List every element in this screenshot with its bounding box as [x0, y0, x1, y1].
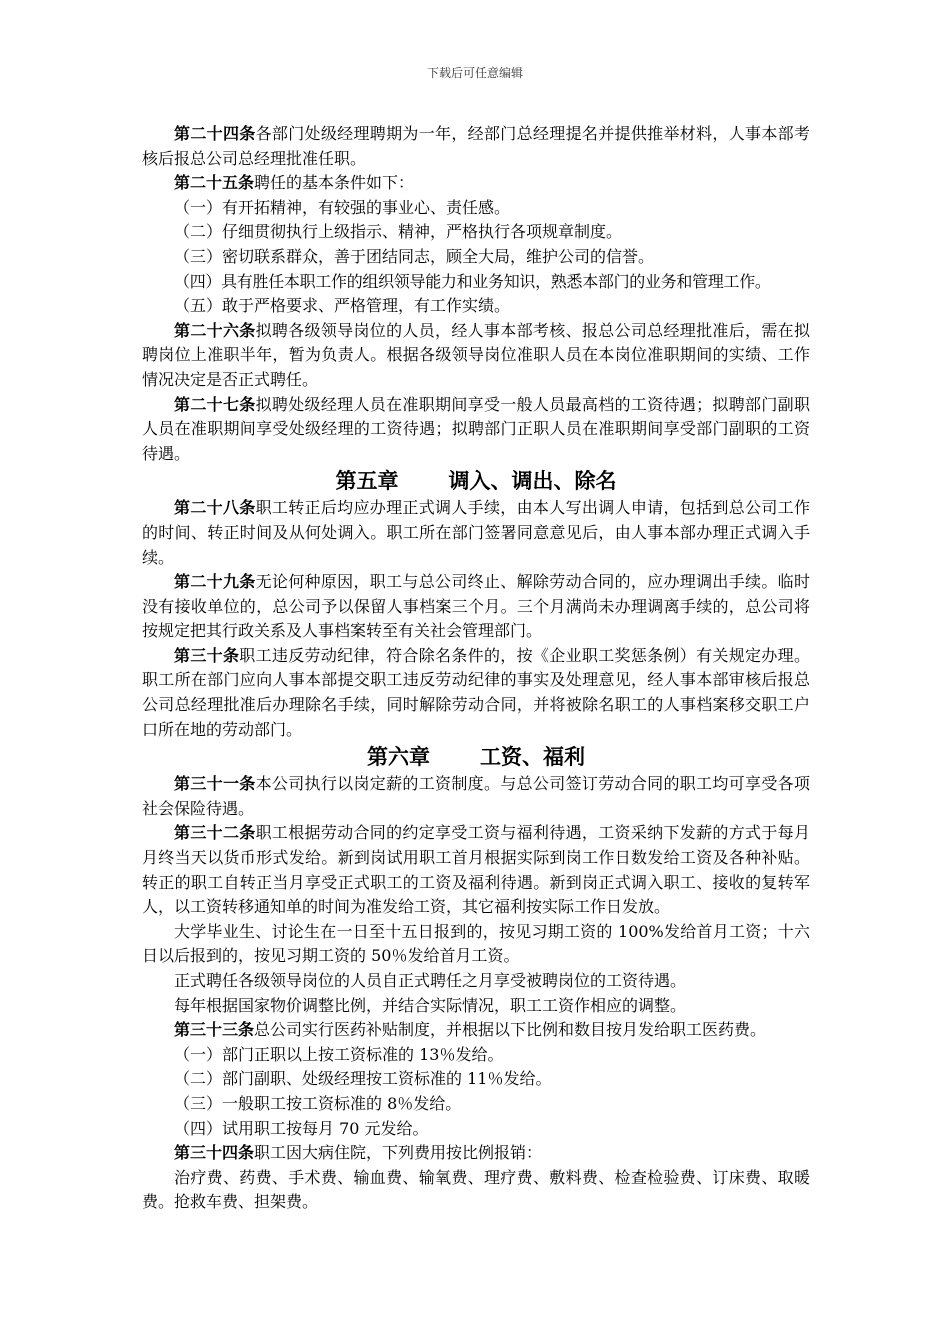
paragraph: 正式聘任各级领导岗位的人员自正式聘任之月享受被聘岗位的工资待遇。	[174, 971, 687, 990]
article-text: 总公司实行医药补贴制度，并根据以下比例和数目按月发给职工医药费。	[254, 1020, 767, 1040]
article-number: 第三十四条	[174, 1143, 255, 1163]
chapter-heading	[142, 466, 810, 496]
chapter-title: 工资、福利	[480, 744, 585, 770]
article-text: 职工转正后均应办理正式调人手续，由本人写出调人申请，包括到总公司工作的时间、转正时间及从何处调入。职工所在部门签署同意意见后，由人事本部办理正式调入手续。	[142, 498, 810, 567]
article-25	[142, 171, 810, 196]
list-item: （三）一般职工按工资标准的 8％发给。	[174, 1093, 462, 1113]
article-number: 第二十八条	[174, 498, 256, 518]
list-item: （二）仔细贯彻执行上级指示、精神，严格执行各项规章制度。	[174, 222, 623, 242]
article-number: 第三十二条	[174, 823, 256, 843]
list-item: （一）部门正职以上按工资标准的 13％发给。	[174, 1044, 504, 1064]
article-text: 无论何种原因，职工与总公司终止、解除劳动合同的，应办理调出手续。临时没有接收单位的，总公司予以保留人事档案三个月。三个月满尚未办理调离手续的，总公司将按规定把其行政关系及人事档案转至有关社会管理部门。	[142, 572, 810, 641]
chapter-heading	[142, 742, 810, 772]
article-number: 第二十七条	[174, 394, 256, 414]
article-text: 职工根据劳动合同的约定享受工资与福利待遇，工资采纳下发薪的方式于每月月终当天以货币形式发给。新到岗试用职工首月根据实际到岗工作日数发给工资及各种补贴。转正的职工自转正当月享受正式职工的工资及福利待遇。新到岗正式调入职工、接收的复转军人，以工资转移通知单的时间为准发给工资，其它福利按实际工作日发放。	[142, 823, 810, 917]
page-header: 下载后可任意编辑	[426, 66, 523, 80]
article-text: 职工违反劳动纪律，符合除名条件的，按《企业职工奖惩条例）有关规定办理。职工所在部门应向人事本部提交职工违反劳动纪律的事实及处理意见，经人事本部审核后报总公司总经理批准后办理除名手续，同时解除劳动合同，并将被除名职工的人事档案移交职工户口所在地的劳动部门。	[142, 645, 810, 739]
chapter-number: 第六章	[367, 744, 430, 770]
article-29	[142, 570, 810, 644]
article-30	[142, 644, 810, 742]
list-item: （一）有开拓精神，有较强的事业心、责任感。	[174, 197, 511, 217]
article-number: 第二十五条	[174, 173, 255, 193]
article-text: 拟聘处级经理人员在准职期间享受一般人员最高档的工资待遇；拟聘部门副职人员在准职期间享受处级经理的工资待遇；拟聘部门正职人员在准职期间享受部门副职的工资待遇。	[142, 394, 810, 463]
document-body	[142, 122, 810, 1215]
article-number: 第三十一条	[174, 774, 256, 794]
article-text: 聘任的基本条件如下：	[254, 173, 415, 193]
article-number: 第二十六条	[174, 320, 256, 340]
article-34	[142, 1141, 810, 1166]
article-text: 本公司执行以岗定薪的工资制度。与总公司签订劳动合同的职工均可享受各项社会保险待遇。	[142, 774, 810, 818]
article-28	[142, 496, 810, 570]
article-32	[142, 821, 810, 919]
article-text: 各部门处级经理聘期为一年，经部门总经理提名并提供推举材料，人事本部考核后报总公司总经理批准任职。	[142, 124, 810, 168]
article-27	[142, 393, 810, 467]
article-text: 拟聘各级领导岗位的人员，经人事本部考核、报总公司总经理批准后，需在拟聘岗位上准职半年，暂为负责人。根据各级领导岗位准职人员在本岗位准职期间的实绩、工作情况决定是否正式聘任。	[142, 320, 810, 389]
list-item: （四）试用职工按每月 70 元发给。	[174, 1118, 429, 1138]
list-item: （五）敢于严格要求、严格管理，有工作实绩。	[174, 296, 511, 316]
paragraph: 大学毕业生、讨论生在一日至十五日报到的，按见习期工资的 100%发给首月工资；十六日以后报到的，按见习期工资的 50％发给首月工资。	[142, 921, 810, 966]
article-33	[142, 1018, 810, 1043]
list-item: （二）部门副职、处级经理按工资标准的 11％发给。	[174, 1069, 552, 1089]
article-number: 第三十条	[174, 645, 240, 665]
article-text: 职工因大病住院，下列费用按比例报销：	[254, 1143, 543, 1163]
article-number: 第三十三条	[174, 1020, 255, 1040]
article-number: 第二十九条	[174, 572, 256, 592]
paragraph: 治疗费、药费、手术费、输血费、输氧费、理疗费、敷料费、检查检验费、订床费、取暖费。抢救车费、担架费。	[142, 1167, 810, 1212]
article-24	[142, 122, 810, 171]
article-number: 第二十四条	[174, 124, 256, 143]
article-26	[142, 319, 810, 393]
chapter-title: 调入、调出、除名	[448, 468, 617, 494]
paragraph: 每年根据国家物价调整比例，并结合实际情况，职工工资作相应的调整。	[174, 995, 687, 1015]
article-31	[142, 772, 810, 821]
chapter-number: 第五章	[335, 468, 399, 494]
list-item: （三）密切联系群众，善于团结同志，顾全大局，维护公司的信誉。	[174, 246, 655, 266]
list-item: （四）具有胜任本职工作的组织领导能力和业务知识，熟悉本部门的业务和管理工作。	[174, 271, 771, 291]
